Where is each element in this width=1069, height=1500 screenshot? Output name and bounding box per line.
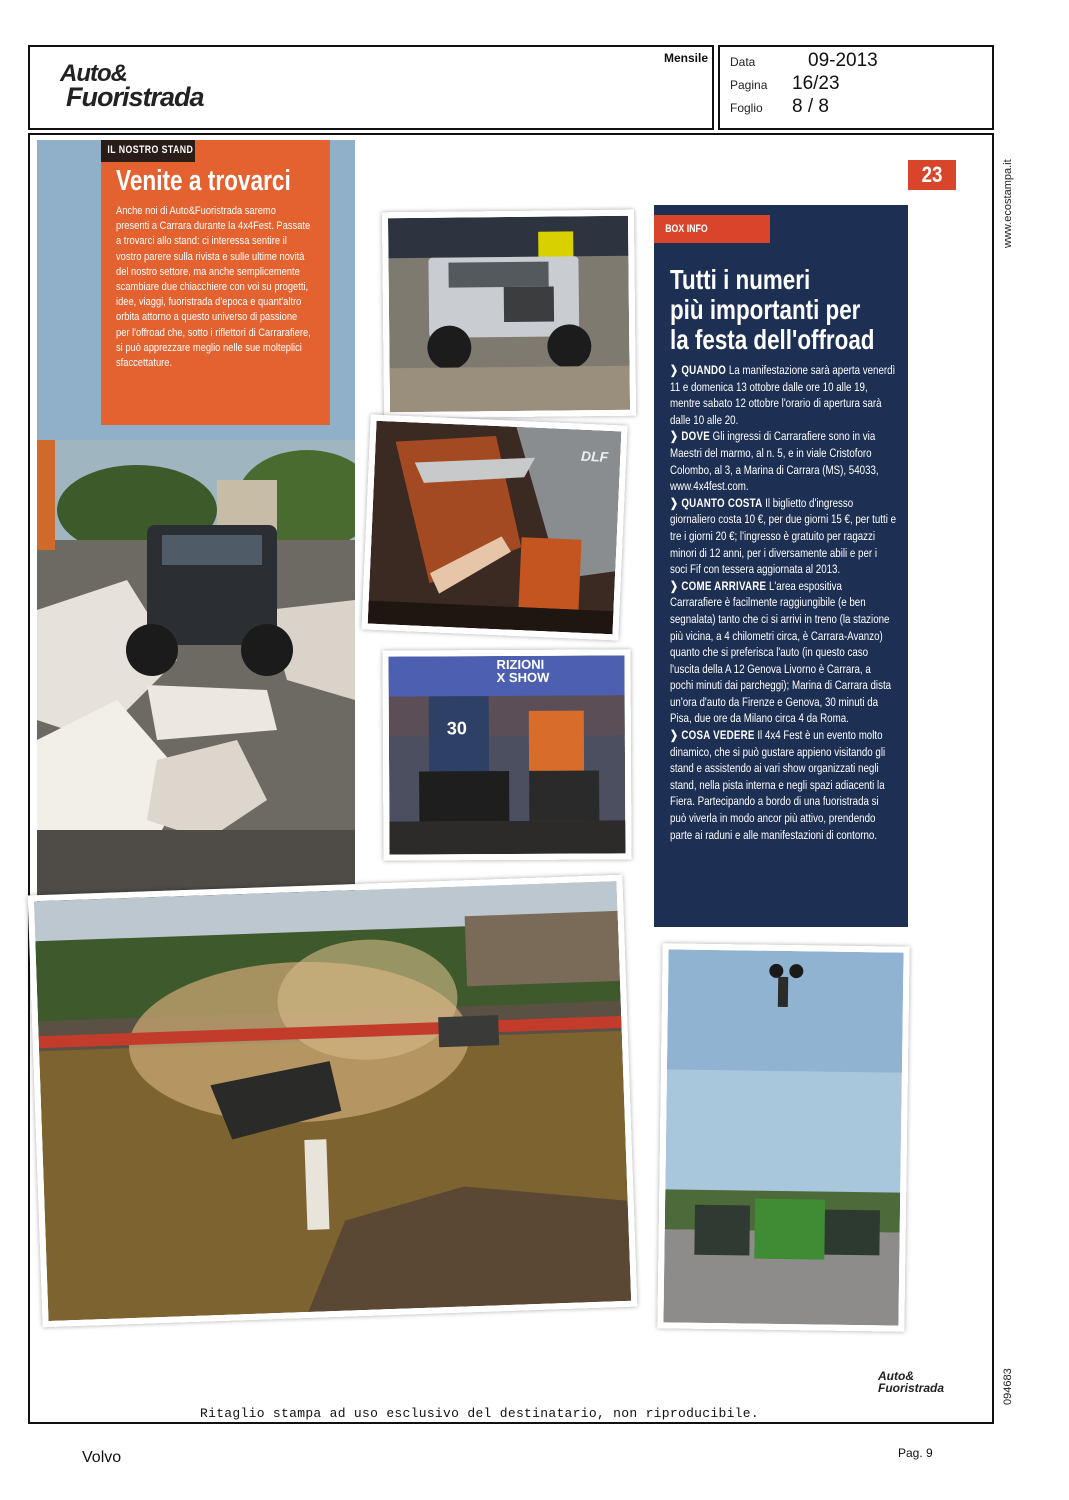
box-info-title-line: Tutti i numeri — [670, 264, 811, 295]
info-label: DOVE — [681, 429, 710, 444]
logo-line-1: Auto& — [60, 60, 127, 87]
info-text: La manifestazione sarà aperta venerdì 11 e domenica 13 ottobre dalle ore 10 alle 19, mentre sabato 12 ottobre l'orario di apertura sarà dalle 10 alle 20. — [670, 363, 896, 427]
meta-label: Pagina — [730, 78, 768, 92]
disclaimer: Ritaglio stampa ad uso esclusivo del destinatario, non riproducibile. — [200, 1406, 759, 1421]
meta-value: 09-2013 — [808, 50, 878, 71]
logo-line-2: Fuoristrada — [66, 82, 204, 112]
photo-dust-race — [28, 875, 638, 1328]
periodicity-label: Mensile — [664, 51, 709, 65]
stand-body: Anche noi di Auto&Fuoristrada saremo presenti a Carrara durante la 4x4Fest. Passate a trovarci allo stand: ci interessa sentire il vostro parere sulla rivista e sulle ultime novità del nostro settore, ma anche semplicemente scambiare due chiacchiere con voi su progetti, idee, viaggi, fuoristrada d'epoca e quant'altro orbita attorno a questo universo di passione per l'offroad che, sotto i riflettori di Carrarafiere, si può apprezzare meglio nelle sue molteplici sfaccettature. — [116, 205, 311, 370]
box-info-body — [670, 362, 896, 843]
meta-value: 16/23 — [792, 73, 840, 94]
publication-logo — [58, 60, 218, 114]
photo-jeep — [382, 210, 636, 419]
side-url: www.ecostampa.it — [1002, 159, 1014, 248]
quad-banner-line1: RIZIONI — [496, 656, 545, 673]
info-text: L'area espositiva Carrarafiere è facilmente raggiungibile (e ben segnalata) tanto che ci si arrivi in treno (la stazione più vicina, a 4 chilometri circa, è Carrara-Avanzo) quanto che si preferisca l'auto (in questo caso l'uscita della A 12 Genova Livorno è Carrara, a pochi minuti dai parcheggi); Marina di Carrara dista un'ora d'auto da Firenze e Genova, 30 minuti da Pisa, due ore da Milano circa 4 da Roma. — [670, 578, 892, 726]
info-label: COME ARRIVARE — [681, 578, 767, 593]
stand-box — [101, 140, 330, 425]
info-text: Il 4x4 Fest è un evento molto dinamico, che si può gustare appieno visitando gli stand e assistendo ai vari show organizzati negli stand, nella pista interna e negli spazi adiacenti la Fiera. Partecipando a bordo di una fuoristrada si può viverla in modo ancor più attivo, prendendo parte ai raduni e alle manifestazioni di contorno. — [670, 728, 886, 842]
quad-banner-line2: X SHOW — [496, 669, 550, 686]
box-info-tag — [654, 215, 770, 243]
info-section-when: ❯ QUANDO La manifestazione sarà aperta venerdì 11 e domenica 13 ottobre dalle ore 10 alle 19, mentre sabato 12 ottobre l'orario di apertura sarà dalle 10 alle 20. — [670, 363, 896, 427]
quad-number: 30 — [446, 718, 467, 739]
info-section-where: ❯ DOVE Gli ingressi di Carrarafiere sono in via Maestri del marmo, al n. 5, e in viale Cristoforo Colombo, al 3, a Marina di Carrara (MS), 54033, www.4x4fest.com. — [670, 429, 879, 494]
box-info-title — [670, 265, 874, 355]
client-name: Volvo — [82, 1449, 122, 1466]
meta-row-date — [730, 50, 980, 72]
info-text: Il biglietto d'ingresso giornaliero costa 10 €, per due giorni 15 €, per tutti e tre i giorni 20 €; l'ingresso è gratuito per ragazzi minori di 12 anni, per i diversamente abili e per i soci Fif con tessera aggiornata al 2013. — [670, 495, 897, 577]
interior-sign-text: DLF — [580, 447, 609, 465]
box-info-title-line: più importanti per — [670, 294, 861, 325]
meta-label: Foglio — [730, 101, 763, 115]
info-text: Gli ingressi di Carrarafiere sono in via Maestri del marmo, al n. 5, e in viale Cristoforo Colombo, al 3, a Marina di Carrara (MS), 54033, www.4x4fest.com. — [670, 429, 879, 494]
photo-interior — [361, 414, 627, 640]
stand-tag — [101, 140, 195, 162]
box-info-tag-label: BOX INFO — [665, 223, 708, 235]
info-label: QUANDO — [681, 363, 727, 377]
meta-label: Data — [730, 55, 756, 69]
info-label: COSA VEDERE — [681, 728, 755, 743]
meta-row-sheet — [730, 96, 980, 118]
meta-row-page — [730, 73, 980, 95]
meta-value: 8 / 8 — [792, 96, 829, 117]
page-label: Pag. 9 — [898, 1446, 933, 1460]
stand-tag-label: IL NOSTRO STAND — [107, 144, 194, 156]
info-section-cost: ❯ QUANTO COSTA Il biglietto d'ingresso giornaliero costa 10 €, per due giorni 15 €, per tutti e tre i giorni 20 €; l'ingresso è gratuito per ragazzi minori di 12 anni, per i diversamente abili e per i soci Fif con tessera aggiornata al 2013. — [670, 495, 897, 577]
footer-logo: Auto& Fuoristrada — [878, 1369, 945, 1395]
box-info — [654, 205, 908, 927]
page-number: 23 — [921, 162, 943, 187]
info-label: QUANTO COSTA — [681, 495, 763, 510]
info-section-see: ❯ COSA VEDERE Il 4x4 Fest è un evento molto dinamico, che si può gustare appieno visitando gli stand e assistendo ai vari show organizzati negli stand, nella pista interna e negli spazi adiacenti la Fiera. Partecipando a bordo di una fuoristrada si può viverla in modo ancor più attivo, prendendo parte ai raduni e alle manifestazioni di contorno. — [670, 728, 886, 842]
info-section-arrive: ❯ COME ARRIVARE L'area espositiva Carrarafiere è facilmente raggiungibile (e ben segnalata) tanto che ci si arrivi in treno (la stazione più vicina, a 4 chilometri circa, è Carrara-Avanzo) quanto che si preferisca l'auto (in questo caso l'uscita della A 12 Genova Livorno è Carrara, a pochi minuti dai parcheggi); Marina di Carrara dista un'ora d'auto da Firenze e Genova, 30 minuti da Pisa, due ore da Milano circa 4 da Roma. — [670, 578, 892, 726]
photo-quads — [382, 649, 631, 860]
quad-banner-text — [496, 658, 549, 684]
stand-title: Venite a trovarci — [116, 165, 291, 197]
photo-moto-jump — [657, 943, 909, 1331]
box-info-title-line: la festa dell'offroad — [670, 324, 875, 355]
side-code: 094683 — [1002, 1368, 1014, 1405]
page-number-badge — [908, 160, 956, 190]
